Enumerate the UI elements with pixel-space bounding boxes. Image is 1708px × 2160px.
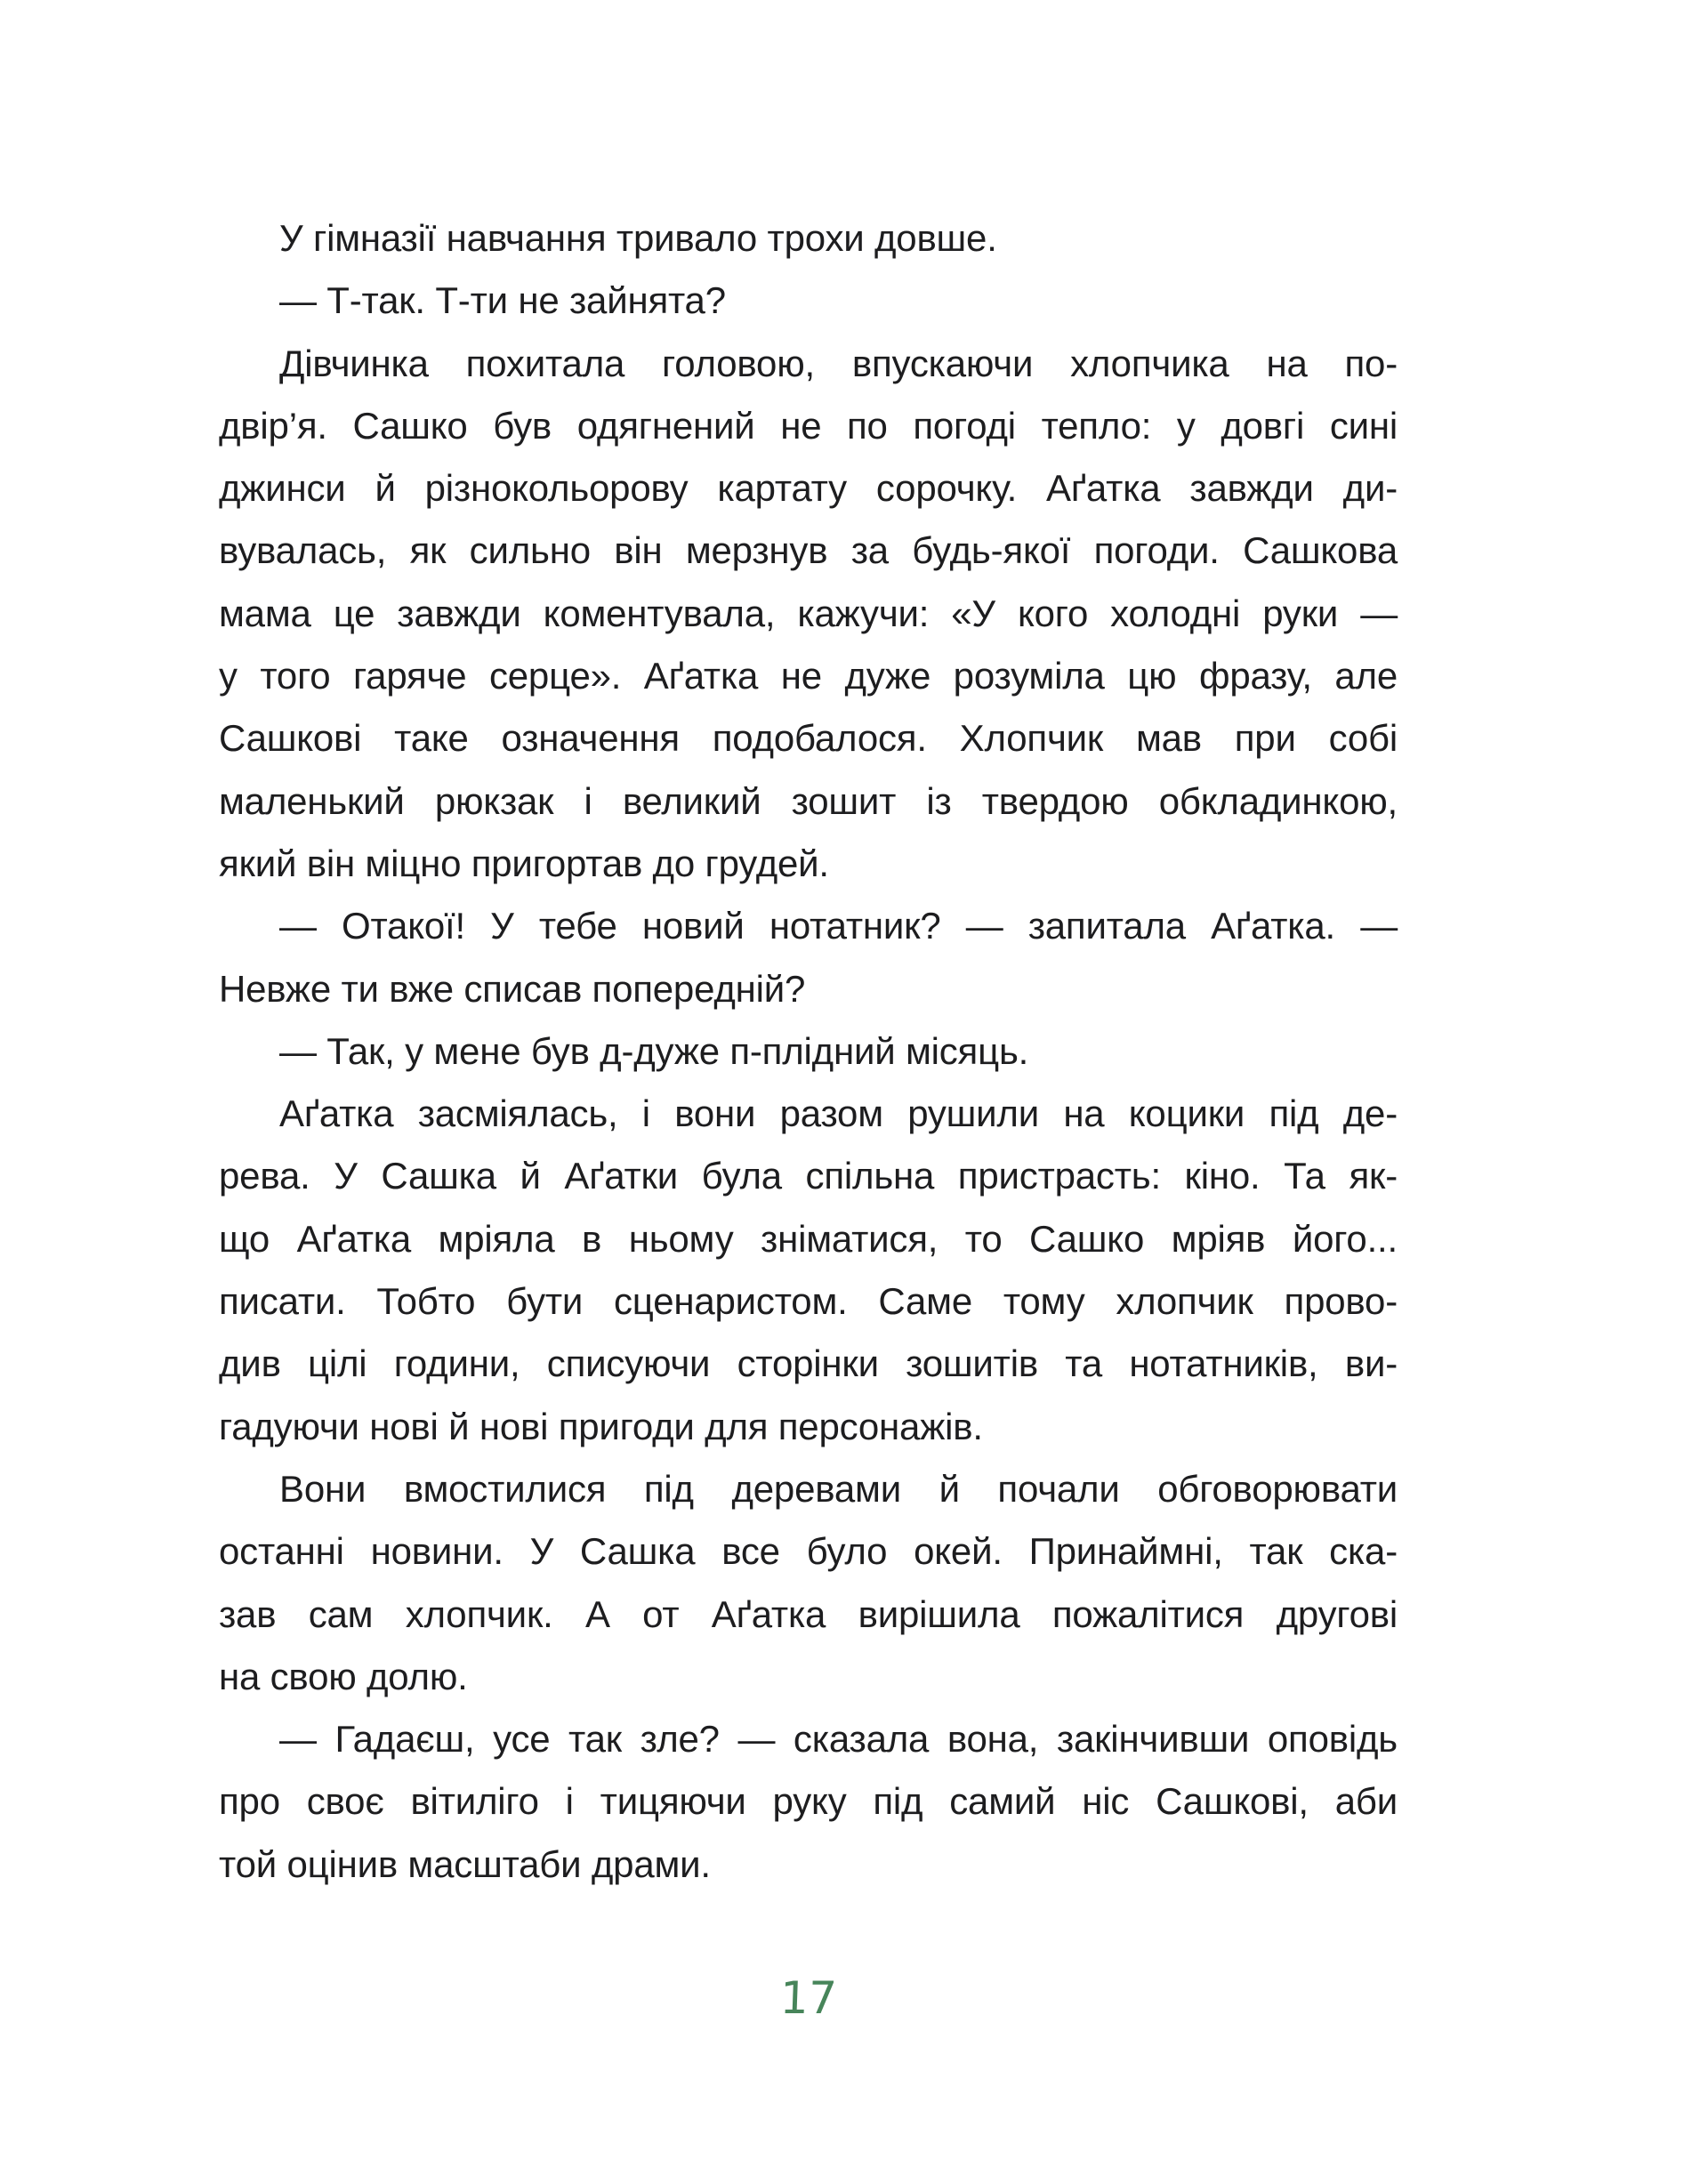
text-line: Дівчинка похитала головою, впускаючи хлопчика на по- — [279, 342, 1398, 384]
paragraph — [219, 207, 1398, 270]
page-number: 17 — [778, 1972, 838, 2024]
text-line: двір’я. Сашко був одягнений не по погоді тепло: у довгі сині — [219, 404, 1398, 447]
text-line: — Так, у мене був д-дуже п-плідний місяць. — [279, 1029, 1029, 1072]
paragraph — [219, 333, 1398, 896]
text-line: останні новини. У Сашка все було окей. Принаймні, так ска- — [219, 1530, 1398, 1573]
text-line: на свою долю. — [219, 1655, 468, 1697]
text-line: рева. У Сашка й Аґатки була спільна пристрасть: кіно. Та як- — [219, 1155, 1398, 1197]
text-line: джинси й різнокольорову картату сорочку. Аґатка завжди ди- — [219, 467, 1398, 510]
text-line: вувалась, як сильно він мерзнув за будь-якої погоди. Сашкова — [219, 529, 1398, 572]
text-line: мама це завжди коментувала, кажучи: «У кого холодні руки — — [219, 592, 1398, 634]
paragraph — [219, 1458, 1398, 1708]
text-line: у того гаряче серце». Аґатка не дуже розуміла цю фразу, але — [219, 655, 1398, 697]
page-footer — [219, 1973, 1398, 2023]
paragraph — [219, 1083, 1398, 1458]
page-text-block — [219, 207, 1398, 1896]
text-line: У гімназії навчання тривало трохи довше. — [279, 217, 997, 259]
text-line: що Аґатка мріяла в ньому зніматися, то Сашко мріяв його... — [219, 1217, 1398, 1260]
text-line: який він міцно пригортав до грудей. — [219, 842, 829, 884]
text-line: Аґатка засміялась, і вони разом рушили на коцики під де- — [279, 1092, 1398, 1135]
text-line: Вони вмостилися під деревами й почали обговорювати — [279, 1467, 1398, 1510]
paragraph — [219, 1020, 1398, 1083]
text-line: гадуючи нові й нові пригоди для персонажів. — [219, 1405, 983, 1447]
paragraph — [219, 1708, 1398, 1896]
text-line: зав сам хлопчик. А от Аґатка вирішила пожалітися другові — [219, 1592, 1398, 1635]
text-line: про своє вітиліго і тицяючи руку під самий ніс Сашкові, аби — [219, 1780, 1398, 1823]
text-line: писати. Тобто бути сценаристом. Саме тому хлопчик прово- — [219, 1280, 1398, 1323]
paragraph — [219, 270, 1398, 332]
text-line: Невже ти вже списав попередній? — [219, 967, 806, 1010]
text-line: той оцінив масштаби драми. — [219, 1842, 711, 1885]
text-line: — Гадаєш, усе так зле? — сказала вона, закінчивши оповідь — [279, 1718, 1398, 1761]
text-line: — Отакої! У тебе новий нотатник? — запитала Аґатка. — — [279, 905, 1398, 947]
text-line: — Т-так. Т-ти не зайнята? — [279, 279, 726, 322]
text-line: Сашкові таке означення подобалося. Хлопчик мав при собі — [219, 717, 1398, 760]
paragraph — [219, 895, 1398, 1020]
text-line: див цілі години, списуючи сторінки зошитів та нотатників, ви- — [219, 1342, 1398, 1385]
text-line: маленький рюкзак і великий зошит із твердою обкладинкою, — [219, 779, 1398, 822]
